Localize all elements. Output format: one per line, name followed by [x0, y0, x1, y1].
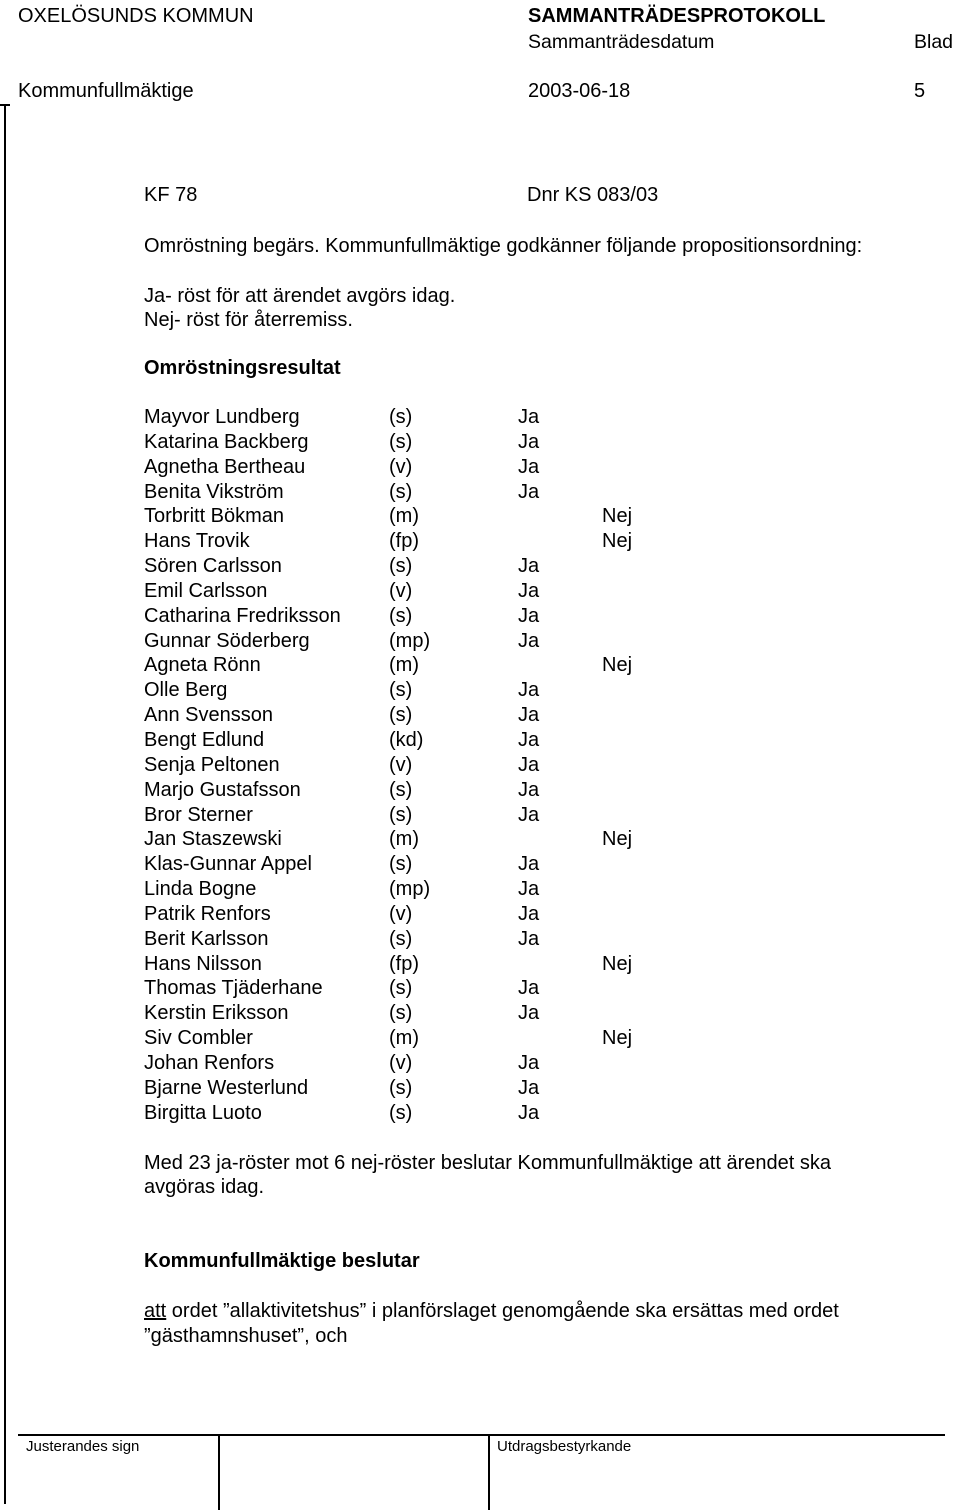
- vote-ja: Ja: [518, 1076, 540, 1099]
- vote-ja: Ja: [518, 455, 540, 478]
- voter-name: Jan Staszewski: [144, 828, 282, 851]
- voter-name: Bror Sterner: [144, 803, 253, 826]
- voter-party: (v): [389, 1051, 413, 1074]
- vote-ja: Ja: [518, 629, 540, 652]
- voter-name: Johan Renfors: [144, 1051, 275, 1074]
- vote-row: [144, 877, 664, 902]
- voter-party: (mp): [389, 878, 431, 901]
- decision-line-1-text: ordet ”allaktivitetshus” i planförslaget genomgående ska ersättas med ordet: [166, 1300, 839, 1322]
- voter-party: (s): [389, 555, 413, 578]
- footer-rule: [18, 1434, 945, 1436]
- vote-ja: Ja: [518, 977, 540, 1000]
- voter-name: Klas-Gunnar Appel: [144, 853, 312, 876]
- vote-ja: Ja: [518, 853, 540, 876]
- vote-row: [144, 1051, 664, 1076]
- vote-ja: Ja: [518, 902, 540, 925]
- vote-table: [144, 405, 664, 1125]
- left-margin-rule: [4, 104, 6, 1504]
- vote-nej: Nej: [602, 828, 633, 851]
- voter-name: Thomas Tjäderhane: [144, 977, 323, 1000]
- voter-party: (v): [389, 455, 413, 478]
- vote-row: [144, 504, 664, 529]
- voter-party: (s): [389, 406, 413, 428]
- vote-row: [144, 653, 664, 678]
- voter-party: (s): [389, 977, 413, 1000]
- voter-party: (m): [389, 1027, 419, 1050]
- voter-name: Birgitta Luoto: [144, 1101, 262, 1124]
- vote-row: [144, 852, 664, 877]
- voter-party: (m): [389, 828, 419, 851]
- vote-row: [144, 554, 664, 579]
- vote-row: [144, 1076, 664, 1101]
- voter-party: (s): [389, 927, 413, 950]
- vote-nej: Nej: [602, 952, 633, 975]
- vote-ja: Ja: [518, 878, 540, 901]
- vote-nej: Nej: [602, 654, 633, 677]
- meeting-body: Kommunfullmäktige: [18, 80, 194, 102]
- document-type: SAMMANTRÄDESPROTOKOLL: [528, 5, 826, 27]
- summary-line-1: Med 23 ja-röster mot 6 nej-röster beslutar Kommunfullmäktige att ärendet ska: [144, 1152, 831, 1174]
- extract-label: Utdragsbestyrkande: [497, 1438, 632, 1455]
- vote-ja: Ja: [518, 778, 540, 801]
- vote-row: [144, 430, 664, 455]
- voter-party: (mp): [389, 629, 431, 652]
- item-number: KF 78: [144, 184, 198, 206]
- vote-row: [144, 1001, 664, 1026]
- vote-ja: Ja: [518, 728, 540, 751]
- vote-ja: Ja: [518, 604, 540, 627]
- vote-row: [144, 728, 664, 753]
- voter-name: Marjo Gustafsson: [144, 778, 301, 801]
- vote-ja: Ja: [518, 1051, 540, 1074]
- vote-ja: Ja: [518, 430, 540, 453]
- voter-party: (kd): [389, 728, 424, 751]
- voter-party: (m): [389, 654, 419, 677]
- voter-party: (fp): [389, 530, 419, 553]
- intro-text: Omröstning begärs. Kommunfullmäktige godkänner följande propositionsordning:: [144, 235, 863, 257]
- vote-row: [144, 1101, 664, 1126]
- proposition-ja: Ja- röst för att ärendet avgörs idag.: [144, 285, 456, 307]
- page-label: Blad: [914, 31, 954, 53]
- vote-ja: Ja: [518, 1002, 540, 1025]
- vote-ja: Ja: [518, 679, 540, 702]
- vote-row: [144, 678, 664, 703]
- voter-party: (s): [389, 679, 413, 702]
- vote-row: [144, 629, 664, 654]
- voter-name: Bjarne Westerlund: [144, 1076, 309, 1099]
- voter-name: Catharina Fredriksson: [144, 604, 341, 627]
- vote-row: [144, 753, 664, 778]
- voter-party: (v): [389, 579, 413, 602]
- vote-row: [144, 579, 664, 604]
- voter-party: (s): [389, 1002, 413, 1025]
- date-label: Sammanträdesdatum: [528, 31, 715, 53]
- voter-name: Hans Nilsson: [144, 952, 262, 975]
- proposition-nej: Nej- röst för återremiss.: [144, 309, 353, 331]
- voter-party: (s): [389, 1076, 413, 1099]
- voter-name: Agneta Rönn: [144, 654, 261, 677]
- voter-name: Olle Berg: [144, 679, 228, 702]
- voter-party: (s): [389, 803, 413, 826]
- sign-label: Justerandes sign: [26, 1438, 140, 1455]
- decision-line-2: ”gästhamnshuset”, och: [144, 1325, 348, 1347]
- footer-divider-2: [488, 1434, 490, 1510]
- vote-ja: Ja: [518, 927, 540, 950]
- vote-row: [144, 827, 664, 852]
- voter-name: Bengt Edlund: [144, 728, 265, 751]
- meeting-date: 2003-06-18: [528, 80, 631, 102]
- vote-nej: Nej: [602, 505, 633, 528]
- page-number: 5: [914, 80, 926, 102]
- voter-party: (s): [389, 1101, 413, 1124]
- voter-name: Patrik Renfors: [144, 902, 271, 925]
- voter-name: Torbritt Bökman: [144, 505, 285, 528]
- voter-party: (s): [389, 604, 413, 627]
- vote-ja: Ja: [518, 803, 540, 826]
- item-dnr: Dnr KS 083/03: [527, 184, 659, 206]
- voter-name: Katarina Backberg: [144, 430, 309, 453]
- vote-row: [144, 1026, 664, 1051]
- decision-line-1: [144, 1299, 839, 1323]
- voter-party: (s): [389, 704, 413, 727]
- vote-row: [144, 902, 664, 927]
- vote-row: [144, 480, 664, 505]
- vote-row: [144, 927, 664, 952]
- voter-name: Mayvor Lundberg: [144, 406, 300, 428]
- vote-row: [144, 976, 664, 1001]
- voter-party: (s): [389, 430, 413, 453]
- vote-ja: Ja: [518, 704, 540, 727]
- vote-ja: Ja: [518, 555, 540, 578]
- voter-name: Berit Karlsson: [144, 927, 269, 950]
- vote-nej: Nej: [602, 530, 633, 553]
- vote-ja: Ja: [518, 1101, 540, 1124]
- vote-row: [144, 778, 664, 803]
- voter-party: (fp): [389, 952, 419, 975]
- vote-row: [144, 703, 664, 728]
- vote-ja: Ja: [518, 480, 540, 503]
- voter-name: Agnetha Bertheau: [144, 455, 306, 478]
- vote-row: [144, 952, 664, 977]
- voter-name: Siv Combler: [144, 1027, 253, 1050]
- voter-name: Senja Peltonen: [144, 753, 280, 776]
- voter-name: Gunnar Söderberg: [144, 629, 310, 652]
- vote-row: [144, 604, 664, 629]
- footer-divider-1: [218, 1434, 220, 1510]
- voter-name: Linda Bogne: [144, 878, 257, 901]
- voter-name: Hans Trovik: [144, 530, 250, 553]
- vote-row: [144, 803, 664, 828]
- voter-party: (s): [389, 480, 413, 503]
- voter-name: Ann Svensson: [144, 704, 273, 727]
- vote-row: [144, 455, 664, 480]
- result-heading: Omröstningsresultat: [144, 357, 341, 379]
- voter-name: Benita Vikström: [144, 480, 284, 503]
- voter-name: Emil Carlsson: [144, 579, 268, 602]
- vote-ja: Ja: [518, 579, 540, 602]
- vote-row: [144, 405, 664, 430]
- vote-nej: Nej: [602, 1027, 633, 1050]
- summary-line-2: avgöras idag.: [144, 1176, 265, 1198]
- vote-row: [144, 529, 664, 554]
- voter-party: (s): [389, 778, 413, 801]
- municipality-name: OXELÖSUNDS KOMMUN: [18, 5, 254, 27]
- vote-ja: Ja: [518, 406, 540, 428]
- voter-name: Sören Carlsson: [144, 555, 282, 578]
- vote-ja: Ja: [518, 753, 540, 776]
- decision-heading: Kommunfullmäktige beslutar: [144, 1250, 420, 1272]
- att-keyword: att: [144, 1300, 167, 1322]
- voter-party: (m): [389, 505, 419, 528]
- voter-party: (s): [389, 853, 413, 876]
- voter-party: (v): [389, 753, 413, 776]
- voter-name: Kerstin Eriksson: [144, 1002, 289, 1025]
- voter-party: (v): [389, 902, 413, 925]
